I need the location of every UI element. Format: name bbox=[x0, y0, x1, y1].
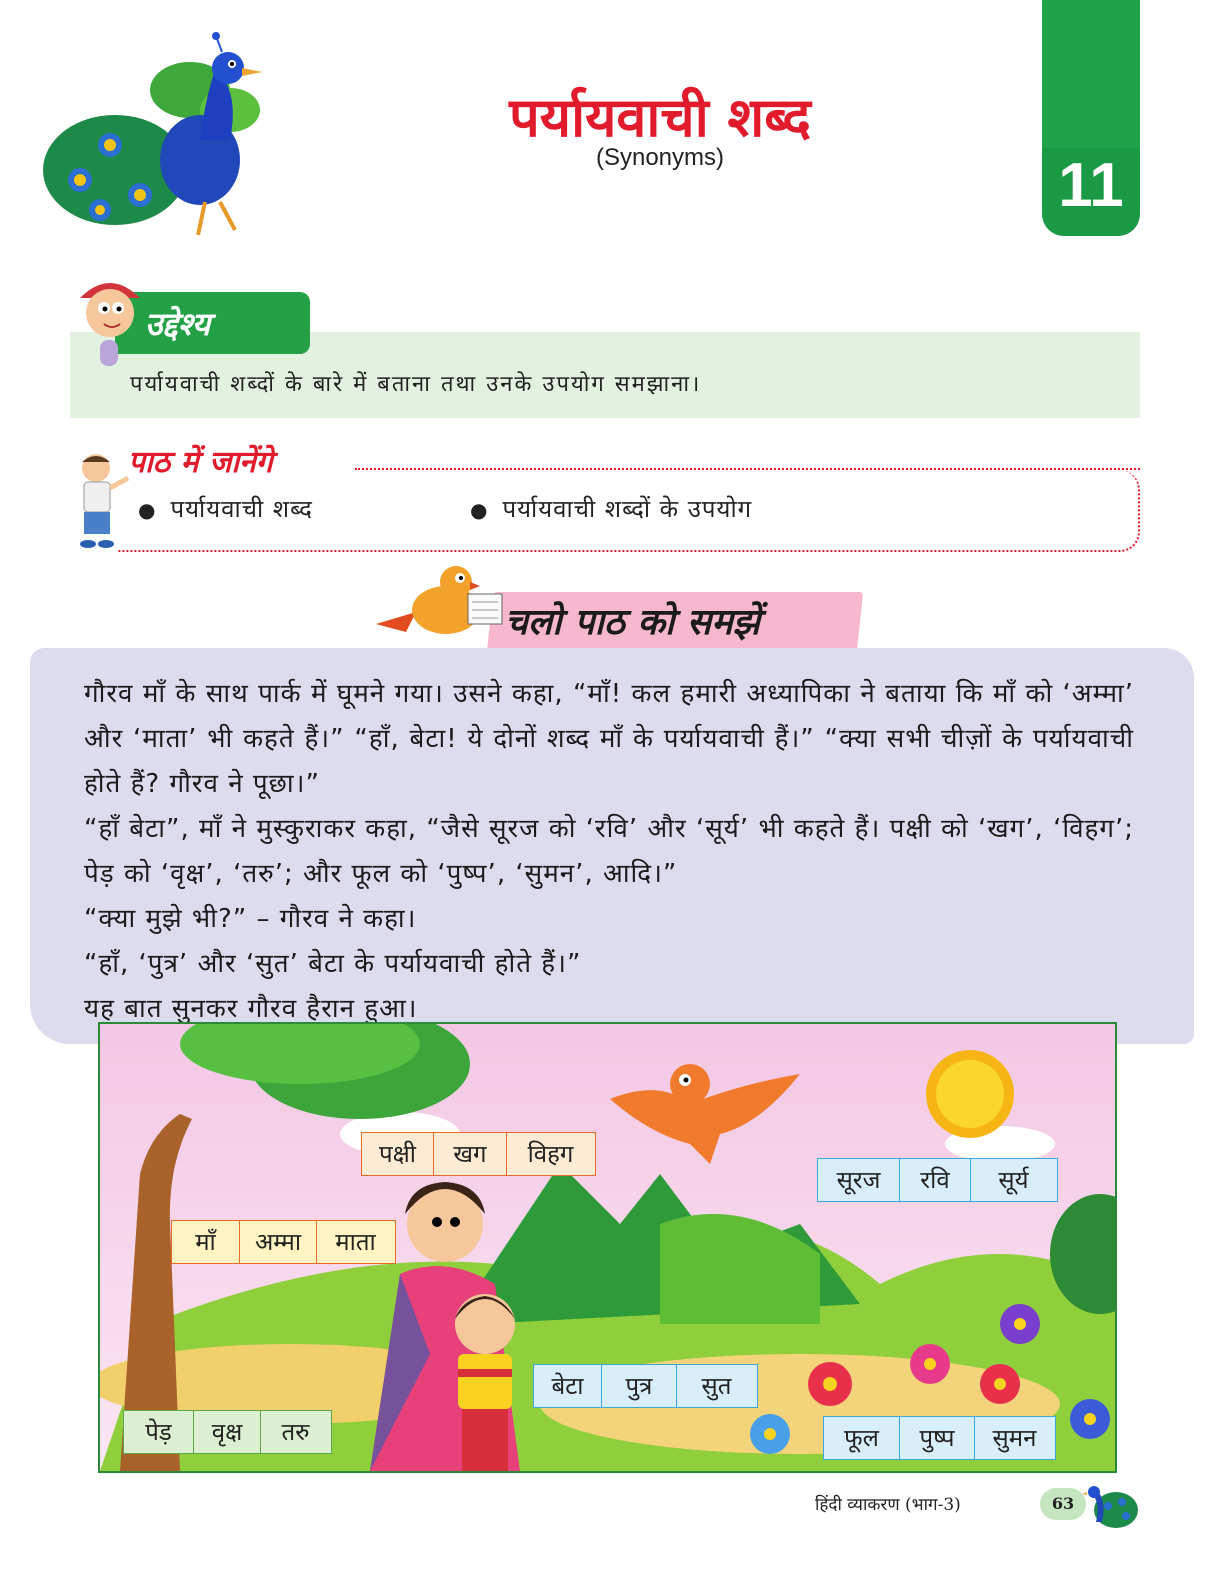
bird-reading-illustration bbox=[376, 562, 506, 642]
word-box-sun: सूरज रवि सूर्य bbox=[818, 1158, 1058, 1202]
objective-text: पर्यायवाची शब्दों के बारे में बताना तथा उनके उपयोग समझाना। bbox=[130, 372, 702, 397]
chapter-number: 11 bbox=[1058, 151, 1124, 220]
park-illustration bbox=[98, 1022, 1117, 1473]
peacock-illustration bbox=[40, 30, 280, 245]
story-paragraph: “हाँ, ‘पुत्र’ और ‘सुत’ बेटा के पर्यायवाची होते हैं।” bbox=[84, 949, 582, 979]
word-box-flower: फूल पुष्प सुमन bbox=[824, 1416, 1056, 1460]
bullet-icon: ● bbox=[470, 498, 489, 522]
will-learn-item: ● पर्यायवाची शब्दों के उपयोग bbox=[470, 495, 753, 523]
footer-book-title: हिंदी व्याकरण (भाग-3) bbox=[815, 1495, 961, 1515]
objective-label-text: उद्देश्य bbox=[145, 305, 211, 343]
story-text bbox=[84, 672, 1134, 1032]
page-subtitle: (Synonyms) bbox=[595, 144, 725, 171]
will-learn-label: पाठ में जानेंगे bbox=[128, 445, 273, 480]
peacock-icon bbox=[1082, 1476, 1140, 1534]
word-box-bird: पक्षी खग विहग bbox=[362, 1132, 596, 1176]
story-paragraph: “हाँ बेटा”, माँ ने मुस्कुराकर कहा, “जैसे सूरज को ‘रवि’ और ‘सूर्य’ भी कहते हैं। पक्षी को ‘खग’, ‘विहग’; पेड़ को ‘वृक्ष’, ‘तरु’; और फूल को ‘पुष्प’, ‘सुमन’, आदि।” bbox=[84, 814, 1134, 889]
boy-peeking-illustration bbox=[70, 268, 150, 368]
word-box-mother: माँ अम्मा माता bbox=[172, 1220, 396, 1264]
story-paragraph: “क्या मुझे भी?” – गौरव ने कहा। bbox=[84, 904, 417, 934]
word-box-son: बेटा पुत्र सुत bbox=[534, 1364, 758, 1408]
section-banner: चलो पाठ को समझें bbox=[505, 602, 760, 643]
page-number: 63 bbox=[1040, 1488, 1086, 1520]
chapter-tab bbox=[1042, 0, 1140, 236]
page-title: पर्यायवाची शब्द bbox=[509, 86, 811, 149]
bullet-icon: ● bbox=[138, 498, 157, 522]
word-box-tree: पेड़ वृक्ष तरु bbox=[124, 1410, 332, 1454]
will-learn-item: ● पर्यायवाची शब्द bbox=[138, 495, 313, 523]
story-paragraph: गौरव माँ के साथ पार्क में घूमने गया। उसने कहा, “माँ! कल हमारी अध्यापिका ने बताया कि माँ को ‘अम्मा’ और ‘माता’ भी कहते हैं।” “हाँ, बेटा! ये दोनों शब्द माँ के पर्यायवाची हैं।” “क्या सभी चीज़ों के पर्यायवाची होते हैं? गौरव ने पूछा।” bbox=[84, 679, 1134, 799]
story-paragraph: यह बात सुनकर गौरव हैरान हुआ। bbox=[84, 994, 418, 1024]
